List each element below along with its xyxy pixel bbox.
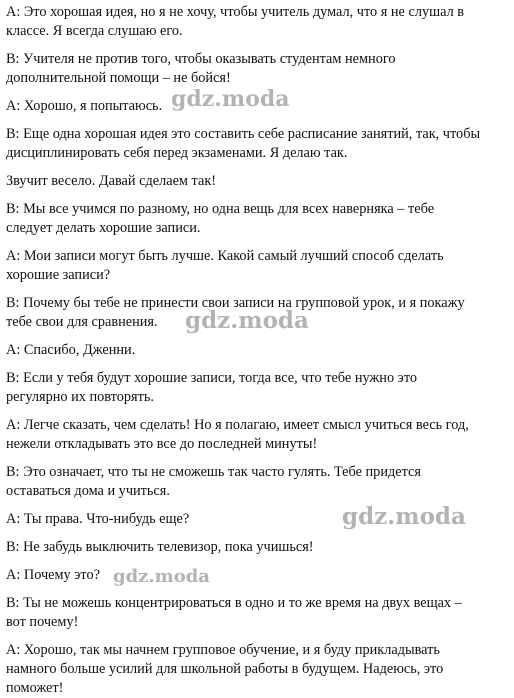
paragraph-line: B: Мы все учимся по разному, но одна вещь для всех наверняка – тебе bbox=[6, 201, 435, 217]
paragraph-line: классе. Я всегда слушаю его. bbox=[6, 23, 183, 39]
paragraph-15 bbox=[6, 566, 508, 585]
paragraph-line: A: Спасибо, Дженни. bbox=[6, 342, 136, 358]
paragraph-line: B: Это означает, что ты не сможешь так часто гулять. Тебе придется bbox=[6, 464, 421, 480]
paragraph-line: A: Хорошо, так мы начнем групповое обучение, и я буду прикладывать bbox=[6, 642, 440, 658]
paragraph-line: тебе свои для сравнения. bbox=[6, 314, 158, 330]
paragraph-line: дополнительной помощи – не бойся! bbox=[6, 70, 231, 86]
paragraph-line: A: Мои записи могут быть лучше. Какой самый лучший способ сделать bbox=[6, 248, 444, 264]
paragraph-10 bbox=[6, 369, 508, 407]
paragraph-line: хорошие записи? bbox=[6, 267, 111, 283]
paragraph-11 bbox=[6, 416, 508, 454]
paragraph-17 bbox=[6, 641, 508, 698]
paragraph-3 bbox=[6, 97, 508, 116]
paragraph-line: A: Ты права. Что-нибудь еще? bbox=[6, 511, 190, 527]
paragraph-line: A: Хорошо, я попытаюсь. bbox=[6, 98, 163, 114]
paragraph-line: A: Легче сказать, чем сделать! Но я полагаю, имеет смысл учиться весь год, bbox=[6, 417, 469, 433]
paragraph-16 bbox=[6, 594, 508, 632]
paragraph-line: B: Не забудь выключить телевизор, пока учишься! bbox=[6, 539, 314, 555]
paragraph-line: оставаться дома и учиться. bbox=[6, 483, 170, 499]
paragraph-line: намного больше усилий для школьной работы в будущем. Надеюсь, это bbox=[6, 661, 444, 677]
paragraph-line: A: Это хорошая идея, но я не хочу, чтобы учитель думал, что я не слушал в bbox=[6, 4, 465, 20]
watermark: gdz.moda bbox=[113, 566, 210, 587]
paragraph-line: B: Почему бы тебе не принести свои записи на групповой урок, и я покажу bbox=[6, 295, 465, 311]
paragraph-13 bbox=[6, 510, 508, 529]
paragraph-line: B: Если у тебя будут хорошие записи, тогда все, что тебе нужно это bbox=[6, 370, 418, 386]
paragraph-line: нежели откладывать это все до последней минуты! bbox=[6, 436, 318, 452]
paragraph-line: Звучит весело. Давай сделаем так! bbox=[6, 173, 217, 189]
paragraph-12 bbox=[6, 463, 508, 501]
watermark: gdz.moda bbox=[171, 86, 290, 112]
paragraph-line: вот почему! bbox=[6, 614, 79, 630]
paragraph-7 bbox=[6, 247, 508, 285]
paragraph-line: B: Учителя не против того, чтобы оказывать студентам немного bbox=[6, 51, 396, 67]
paragraph-9 bbox=[6, 341, 508, 360]
paragraph-1 bbox=[6, 3, 508, 41]
paragraph-8 bbox=[6, 294, 508, 332]
paragraph-line: A: Почему это? bbox=[6, 567, 100, 583]
paragraph-2 bbox=[6, 50, 508, 88]
paragraph-4 bbox=[6, 125, 508, 163]
paragraph-line: дисциплинировать себя перед экзаменами. Я делаю так. bbox=[6, 145, 348, 161]
paragraph-line: поможет! bbox=[6, 680, 64, 696]
watermark: gdz.moda bbox=[185, 307, 309, 334]
paragraph-6 bbox=[6, 200, 508, 238]
paragraph-line: регулярно их повторять. bbox=[6, 389, 154, 405]
paragraph-line: B: Еще одна хорошая идея это составить себе расписание занятий, так, чтобы bbox=[6, 126, 481, 142]
paragraph-5 bbox=[6, 172, 508, 191]
paragraph-line: следует делать хорошие записи. bbox=[6, 220, 201, 236]
dialogue-text bbox=[6, 3, 508, 698]
watermark: gdz.moda bbox=[342, 503, 466, 530]
paragraph-14 bbox=[6, 538, 508, 557]
paragraph-line: B: Ты не можешь концентрироваться в одно и то же время на двух вещах – bbox=[6, 595, 462, 611]
